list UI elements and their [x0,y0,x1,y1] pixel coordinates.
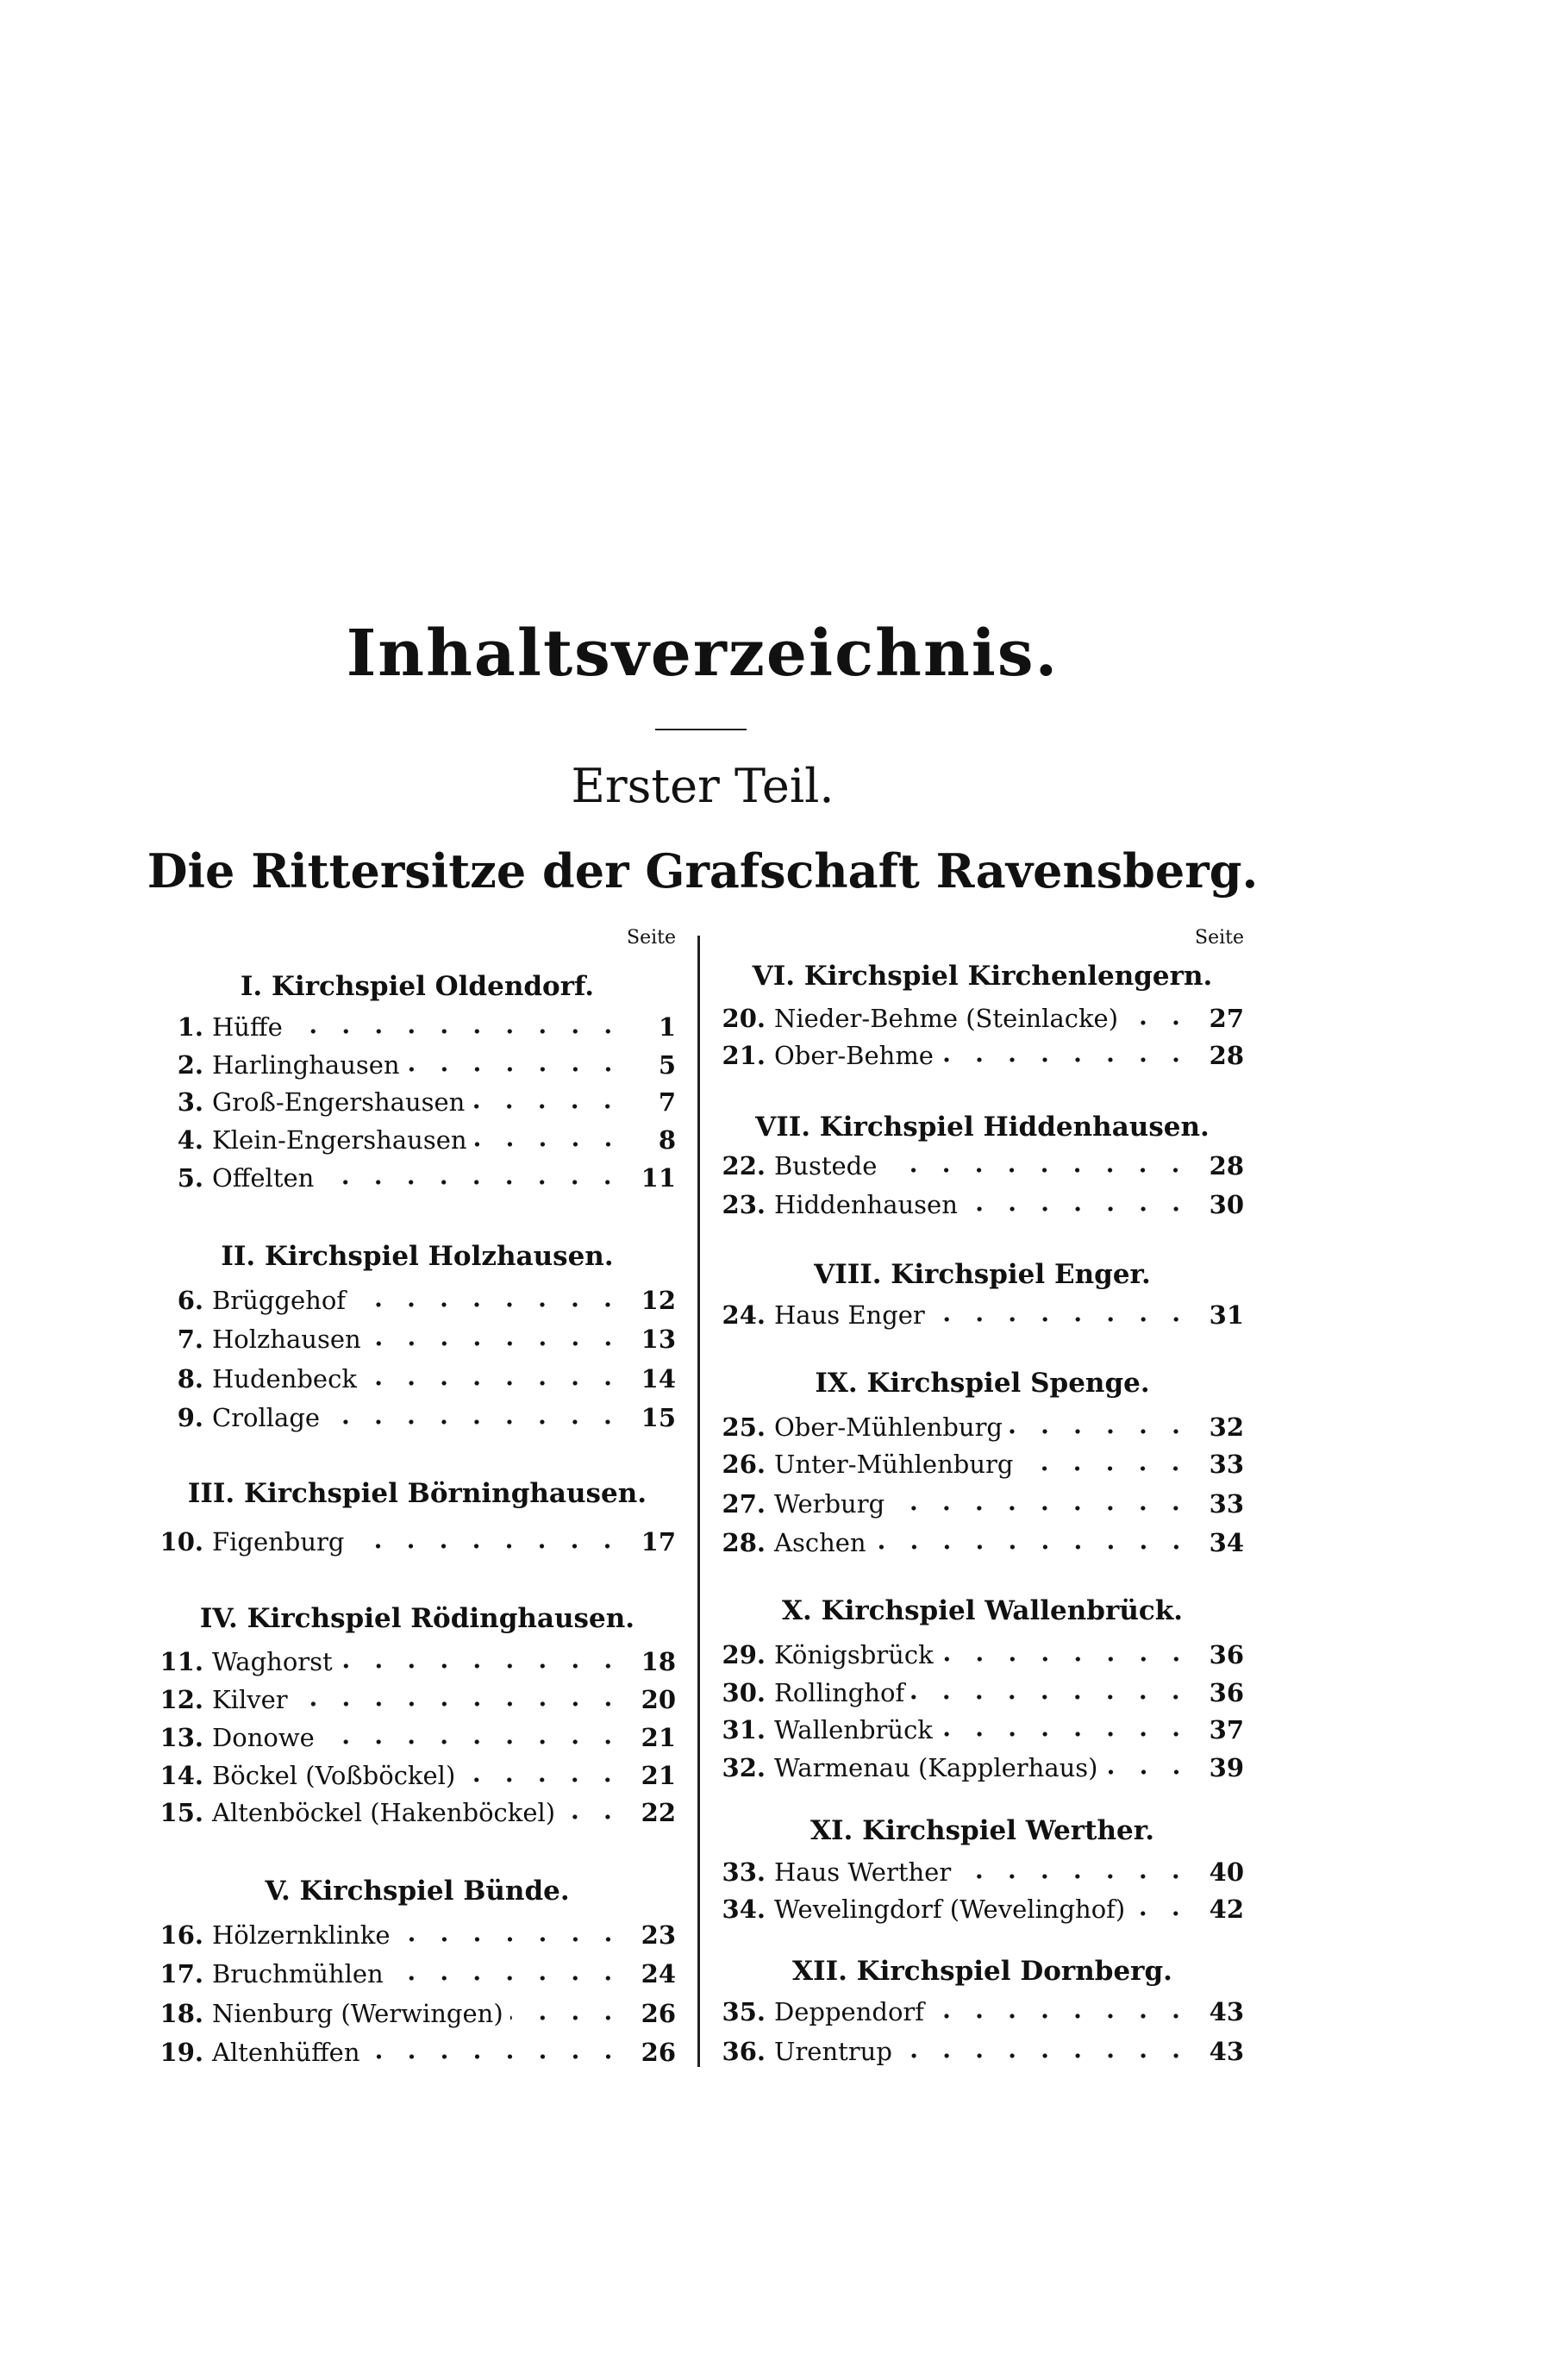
entry-page-number: 21 [641,1761,676,1790]
entry-page-number: 27 [1209,1004,1244,1033]
entry-page-number: 12 [641,1286,676,1315]
entry-number: 34. [722,1895,766,1924]
entry-name: Hüffe [212,1012,283,1042]
entry-page-number: 17 [641,1527,676,1556]
entry-page-number: 7 [658,1087,676,1117]
toc-entry [159,1163,676,1193]
entry-name: Werburg [774,1489,885,1519]
part-subtitle: Die Rittersitze der Grafschaft Ravensberg. [147,843,1259,899]
toc-entry [721,1753,1244,1782]
toc-entry [159,1012,676,1042]
dot-leader [340,1663,624,1669]
toc-entry [159,2038,676,2067]
entry-number: 8. [177,1364,203,1394]
entry-name: Warmenau (Kapplerhaus) [774,1753,1098,1782]
toc-entry [721,1151,1244,1181]
toc-entry [159,1364,676,1394]
dot-leader [391,1976,624,1981]
section-heading: X. Kirchspiel Wallenbrück. [781,1595,1183,1626]
entry-number: 27. [722,1489,766,1519]
section-heading: VII. Kirchspiel Hiddenhausen. [755,1112,1210,1143]
section-heading: V. Kirchspiel Bünde. [265,1876,570,1907]
entry-number: 18. [159,1999,203,2028]
dot-leader [474,1142,624,1147]
dot-leader [1020,1466,1192,1471]
toc-entry [159,1999,676,2028]
entry-number: 31. [722,1715,766,1744]
section-heading: XII. Kirchspiel Dornberg. [792,1956,1172,1987]
entry-page-number: 31 [1209,1300,1244,1330]
toc-entry [721,1997,1244,2026]
entry-page-number: 37 [1209,1715,1244,1744]
toc-entry [721,1450,1244,1479]
entry-name: Holzhausen [212,1325,361,1354]
entry-number: 26. [722,1450,766,1479]
entry-name: Kilver [212,1685,288,1714]
entry-name: Königsbrück [774,1640,934,1669]
page-title: Inhaltsverzeichnis. [346,617,1060,691]
entry-page-number: 13 [641,1325,676,1354]
entry-number: 33. [722,1857,766,1887]
entry-page-number: 28 [1209,1041,1244,1070]
toc-entry [159,1798,676,1827]
toc-entry [721,1004,1244,1033]
entry-page-number: 11 [641,1163,676,1193]
dot-leader [899,2053,1192,2058]
toc-entry [159,1723,676,1752]
entry-name: Bruchmühlen [212,1959,384,1989]
column-divider [697,936,700,2067]
dot-leader [911,1694,1192,1700]
entry-number: 16. [159,1920,203,1950]
entry-page-number: 36 [1209,1678,1244,1707]
entry-number: 20. [722,1004,766,1033]
entry-number: 32. [722,1753,766,1782]
toc-entry [721,1041,1244,1070]
entry-name: Brüggehof [212,1286,347,1315]
entry-name: Nienburg (Werwingen) [212,1999,503,2028]
toc-entry [721,1895,1244,1924]
dot-leader [958,1874,1192,1879]
entry-page-number: 30 [1209,1190,1244,1219]
entry-name: Donowe [212,1723,315,1752]
dot-leader [941,1057,1192,1062]
entry-name: Ober-Behme [774,1041,934,1070]
entry-number: 13. [159,1723,203,1752]
entry-page-number: 8 [658,1125,676,1155]
entry-name: Hölzernklinke [212,1920,391,1950]
entry-number: 21. [722,1041,766,1070]
entry-name: Altenböckel (Hakenböckel) [212,1798,556,1827]
toc-entry [721,1489,1244,1519]
dot-leader [327,1419,624,1425]
toc-entry [159,1125,676,1155]
section-heading: IV. Kirchspiel Rödinghausen. [199,1603,635,1634]
entry-page-number: 14 [641,1364,676,1394]
entry-page-number: 34 [1209,1528,1244,1557]
entry-name: Hiddenhausen [774,1190,958,1219]
dot-leader [941,1657,1192,1662]
toc-entry [159,1403,676,1432]
entry-name: Altenhüffen [212,2038,360,2067]
section-heading: XI. Kirchspiel Werther. [810,1815,1154,1846]
entry-page-number: 33 [1209,1450,1244,1479]
entry-page-number: 20 [641,1685,676,1714]
dot-leader [510,2015,624,2020]
dot-leader [932,1317,1192,1322]
entry-number: 19. [159,2038,203,2067]
entry-name: Ober-Mühlenburg [774,1412,1003,1442]
entry-number: 14. [159,1761,203,1790]
dot-leader [321,1180,624,1185]
entry-number: 11. [159,1647,203,1676]
entry-name: Figenburg [212,1527,345,1556]
entry-name: Groß-Engershausen [212,1087,466,1117]
title-rule [655,729,747,730]
dot-leader [290,1029,624,1034]
entry-number: 35. [722,1997,766,2026]
dot-leader [367,2054,624,2059]
section-heading: III. Kirchspiel Börninghausen. [187,1478,647,1509]
entry-name: Böckel (Voßböckel) [212,1761,456,1790]
entry-page-number: 18 [641,1647,676,1676]
entry-page-number: 26 [641,1999,676,2028]
toc-entry [721,1857,1244,1887]
entry-page-number: 39 [1209,1753,1244,1782]
dot-leader [368,1341,624,1346]
entry-page-number: 26 [641,2038,676,2067]
entry-number: 7. [177,1325,203,1354]
entry-name: Nieder-Behme (Steinlacke) [774,1004,1119,1033]
dot-leader [931,2014,1192,2019]
entry-page-number: 1 [658,1012,676,1042]
toc-entry [159,1527,676,1556]
dot-leader [884,1168,1192,1173]
toc-entry [721,2037,1244,2066]
entry-number: 17. [159,1959,203,1989]
part-heading: Erster Teil. [571,759,835,813]
dot-leader [472,1104,624,1109]
entry-name: Rollinghof [774,1678,905,1707]
entry-name: Hudenbeck [212,1364,357,1394]
entry-name: Offelten [212,1163,315,1193]
dot-leader [1132,1911,1192,1916]
dot-leader [940,1732,1192,1737]
entry-name: Urentrup [774,2037,892,2066]
toc-entry [159,1761,676,1790]
entry-name: Wallenbrück [774,1715,933,1744]
entry-name: Waghorst [212,1647,333,1676]
entry-name: Aschen [774,1528,866,1557]
toc-entry [159,1087,676,1117]
entry-number: 28. [722,1528,766,1557]
entry-page-number: 40 [1209,1857,1244,1887]
entry-number: 6. [177,1286,203,1315]
entry-page-number: 21 [641,1723,676,1752]
entry-number: 29. [722,1640,766,1669]
toc-entry [721,1190,1244,1219]
entry-number: 3. [177,1087,203,1117]
entry-number: 23. [722,1190,766,1219]
dot-leader [322,1739,624,1744]
entry-number: 15. [159,1798,203,1827]
entry-number: 24. [722,1300,766,1330]
entry-name: Klein-Engershausen [212,1125,467,1155]
toc-entry [721,1640,1244,1669]
dot-leader [353,1302,624,1307]
entry-name: Deppendorf [774,1997,924,2026]
toc-entry [159,1959,676,1989]
dot-leader [462,1777,624,1782]
dot-leader [562,1814,624,1819]
entry-name: Harlinghausen [212,1050,400,1080]
section-heading: II. Kirchspiel Holzhausen. [221,1241,614,1272]
entry-number: 2. [177,1050,203,1080]
page-column-label-left: Seite [627,927,676,949]
entry-number: 12. [159,1685,203,1714]
entry-name: Haus Enger [774,1300,925,1330]
dot-leader [873,1544,1192,1550]
entry-page-number: 28 [1209,1151,1244,1181]
entry-name: Bustede [774,1151,878,1181]
toc-entry [159,1647,676,1676]
dot-leader [965,1206,1192,1212]
entry-number: 5. [177,1163,203,1193]
entry-page-number: 22 [641,1798,676,1827]
entry-page-number: 5 [658,1050,676,1080]
entry-name: Unter-Mühlenburg [774,1450,1014,1479]
entry-number: 30. [722,1678,766,1707]
page-column-label-right: Seite [1195,927,1244,949]
toc-entry [721,1678,1244,1707]
entry-page-number: 23 [641,1920,676,1950]
toc-entry [159,1685,676,1714]
entry-number: 25. [722,1412,766,1442]
entry-number: 1. [177,1012,203,1042]
entry-page-number: 42 [1209,1895,1244,1924]
entry-number: 4. [177,1125,203,1155]
dot-leader [351,1544,624,1549]
toc-entry [159,1920,676,1950]
toc-entry [721,1528,1244,1557]
section-heading: I. Kirchspiel Oldendorf. [240,971,595,1002]
toc-entry [721,1715,1244,1744]
entry-number: 10. [159,1527,203,1556]
dot-leader [407,1067,624,1072]
entry-page-number: 24 [641,1959,676,1989]
entry-number: 36. [722,2037,766,2066]
entry-number: 22. [722,1151,766,1181]
toc-entry [721,1300,1244,1330]
section-heading: VI. Kirchspiel Kirchenlengern. [752,961,1213,992]
entry-name: Wevelingdorf (Wevelinghof) [774,1895,1126,1924]
section-heading: IX. Kirchspiel Spenge. [815,1368,1150,1399]
dot-leader [1105,1769,1193,1775]
dot-leader [397,1937,624,1942]
entry-page-number: 33 [1209,1489,1244,1519]
dot-leader [1125,1020,1192,1025]
toc-entry [159,1325,676,1354]
dot-leader [364,1381,624,1386]
entry-name: Crollage [212,1403,321,1432]
entry-page-number: 32 [1209,1412,1244,1442]
dot-leader [1010,1429,1192,1434]
entry-number: 9. [177,1403,203,1432]
toc-entry [721,1412,1244,1442]
section-heading: VIII. Kirchspiel Enger. [814,1259,1151,1290]
entry-page-number: 43 [1209,2037,1244,2066]
toc-entry [159,1050,676,1080]
entry-page-number: 43 [1209,1997,1244,2026]
dot-leader [295,1701,624,1707]
entry-page-number: 36 [1209,1640,1244,1669]
toc-entry [159,1286,676,1315]
entry-name: Haus Werther [774,1857,952,1887]
entry-page-number: 15 [641,1403,676,1432]
dot-leader [891,1506,1192,1511]
